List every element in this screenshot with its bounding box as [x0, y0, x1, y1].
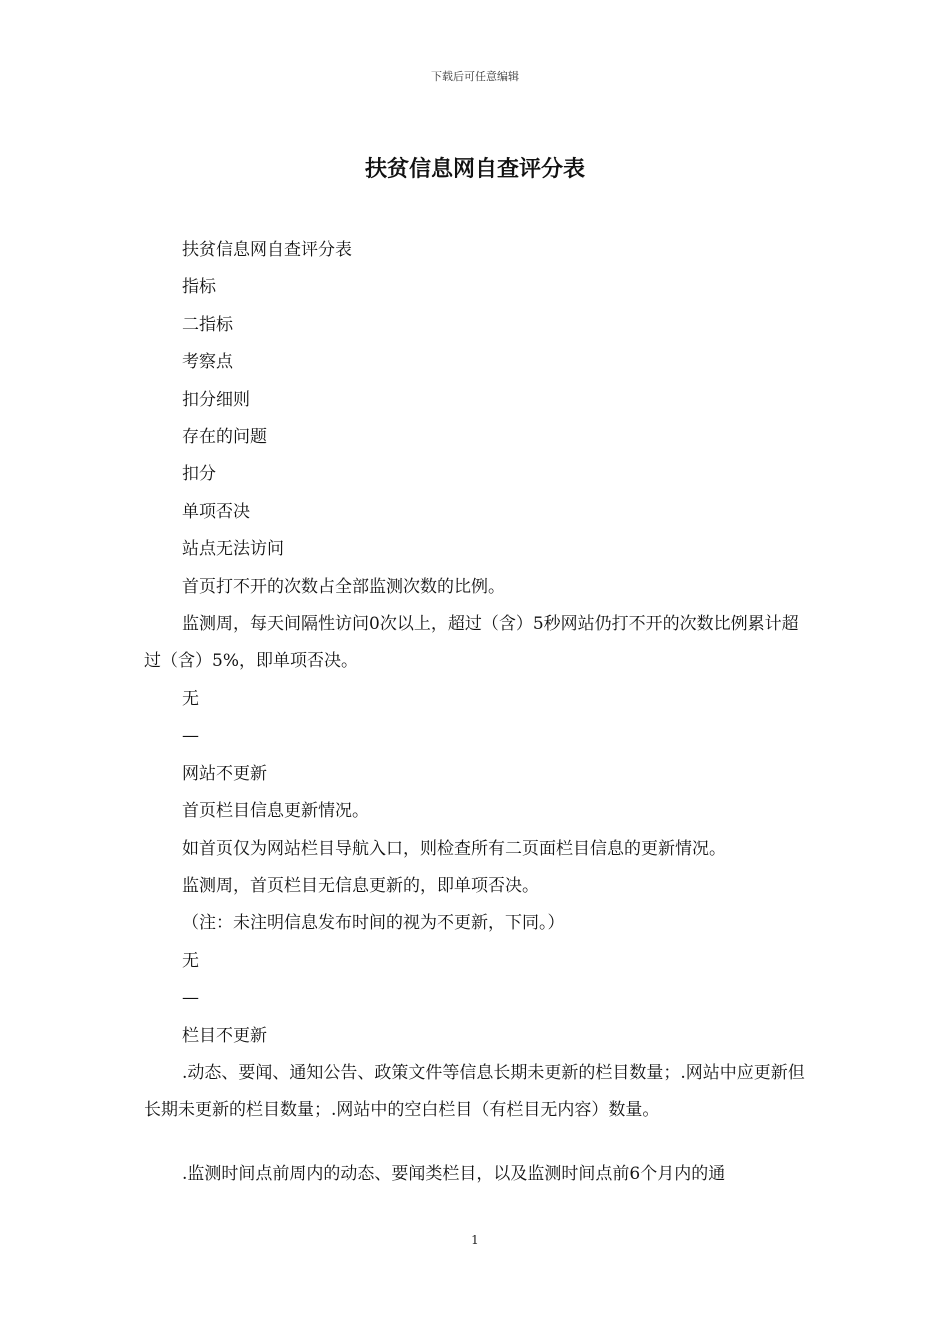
paragraph: .动态、要闻、通知公告、政策文件等信息长期未更新的栏目数量；.网站中应更新但长期未更新的栏目数量；.网站中的空白栏目（有栏目无内容）数量。 [144, 1062, 805, 1121]
paragraph-group-a [144, 232, 812, 1130]
paragraph: 扶贫信息网自查评分表 [182, 240, 352, 260]
paragraph: 网站不更新 [182, 763, 267, 784]
paragraph: 无 [182, 688, 199, 709]
paragraph: 扣分细则 [182, 389, 250, 410]
paragraph: 存在的问题 [182, 427, 267, 448]
paragraph: 考察点 [182, 352, 233, 373]
paragraph: .监测时间点前周内的动态、要闻类栏目，以及监测时间点前6个月内的通 [182, 1163, 726, 1184]
document-body [144, 232, 812, 1193]
paragraph: 单项否决 [182, 501, 250, 522]
paragraph: 站点无法访问 [182, 539, 284, 560]
page-number: 1 [471, 1233, 479, 1247]
paragraph: 监测周，首页栏目无信息更新的，即单项否决。 [182, 875, 539, 896]
paragraph: — [182, 726, 199, 747]
paragraph: 如首页仅为网站栏目导航入口，则检查所有二页面栏目信息的更新情况。 [182, 838, 726, 859]
paragraph: （注：未注明信息发布时间的视为不更新，下同。） [182, 913, 565, 934]
paragraph: 二指标 [182, 314, 233, 335]
paragraph: 无 [182, 950, 199, 971]
paragraph: 首页栏目信息更新情况。 [182, 801, 369, 822]
paragraph: 扣分 [182, 464, 216, 485]
paragraph: 栏目不更新 [182, 1025, 267, 1046]
paragraph: 指标 [182, 277, 216, 298]
paragraph-gap [144, 1130, 812, 1156]
document-title: 扶贫信息网自查评分表 [364, 157, 585, 182]
paragraph: 首页打不开的次数占全部监测次数的比例。 [182, 576, 505, 597]
paragraph: 监测周，每天间隔性访问0次以上，超过（含）5秒网站仍打不开的次数比例累计超过（含）5%，即单项否决。 [144, 614, 799, 672]
paragraph-group-b [144, 1156, 812, 1193]
paragraph: — [182, 988, 199, 1009]
header-note: 下载后可任意编辑 [431, 70, 519, 83]
